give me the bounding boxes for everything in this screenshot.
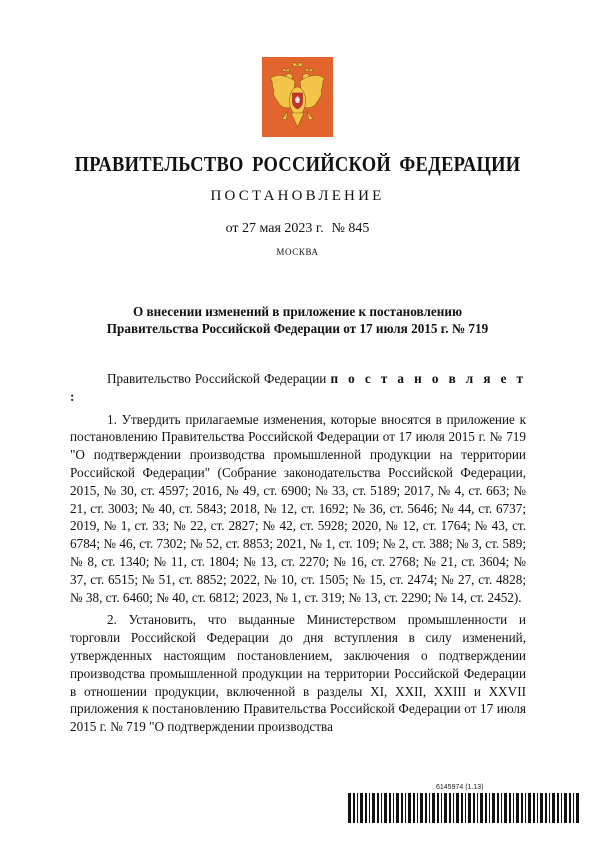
subject-line-2: Правительства Российской Федерации от 17 июля 2015 г. № 719 bbox=[106, 321, 489, 336]
subject-line-1: О внесении изменений в приложение к постановлению bbox=[132, 304, 463, 319]
document-number: № 845 bbox=[331, 221, 370, 236]
paragraph-2: 2. Установить, что выданные Министерством промышленности и торговли Российской Федерации до дня вступления в силу изменений, утвержденных настоящим постановлением, заключения о подтверждении производства промышленной продукции на территории Российской Федерации в отношении продукции, включенной в разделы XI, XXII, XXIII и XXVII приложения к постановлению Правительства Российской Федерации от 17 июля 2015 г. № 719 "О подтверждении производства bbox=[70, 612, 526, 735]
preamble-verb: п о с т а н о в л я е т : bbox=[70, 371, 527, 404]
paragraph-1: 1. Утвердить прилагаемые изменения, которые вносятся в приложение к постановлению Правительства Российской Федерации от 17 июля 2015 г. № 719 "О подтверждении производства промышленной продукции на территории Российской Федерации" (Собрание законодательства Российской Федерации, 2015, № 30, ст. 4597; 2016, № 49, ст. 6900; № 33, ст. 5189; 2017, № 4, ст. 663; № 21, ст. 3003; № 40, ст. 5843; 2018, № 12, ст. 1692; № 36, ст. 5646; № 44, ст. 6737; 2019, № 1, ст. 33; № 22, ст. 2827; № 42, ст. 5928; 2020, № 12, ст. 1764; № 43, ст. 6784; № 46, ст. 7302; № 52, ст. 8853; 2021, № 1, ст. 109; № 2, ст. 388; № 3, ст. 589; № 8, ст. 1340; № 11, ст. 1804; № 13, ст. 2270; № 16, ст. 2768; № 21, ст. 3604; № 37, ст. 6515; № 51, ст. 8852; 2022, № 10, ст. 1505; № 15, ст. 2474; № 27, ст. 4828; № 38, ст. 6460; № 40, ст. 6812; 2023, № 1, ст. 319; № 13, ст. 2290; № 14, ст. 2452). bbox=[70, 411, 526, 605]
document-body bbox=[70, 370, 526, 736]
barcode-label: 6145974 (1.13) bbox=[436, 784, 484, 791]
coat-of-arms-emblem bbox=[262, 57, 333, 137]
document-date-line bbox=[0, 221, 595, 237]
preamble-text: Правительство Российской Федерации bbox=[107, 371, 327, 386]
barcode-icon bbox=[348, 793, 582, 823]
document-date: от 27 мая 2023 г. bbox=[225, 221, 324, 236]
preamble-paragraph bbox=[70, 370, 526, 406]
government-title: ПРАВИТЕЛЬСТВО РОССИЙСКОЙ ФЕДЕРАЦИИ bbox=[74, 152, 521, 176]
document-type: ПОСТАНОВЛЕНИЕ bbox=[210, 188, 385, 204]
document-subject bbox=[60, 303, 535, 337]
document-city: МОСКВА bbox=[276, 247, 319, 257]
coat-of-arms-icon bbox=[262, 57, 333, 137]
